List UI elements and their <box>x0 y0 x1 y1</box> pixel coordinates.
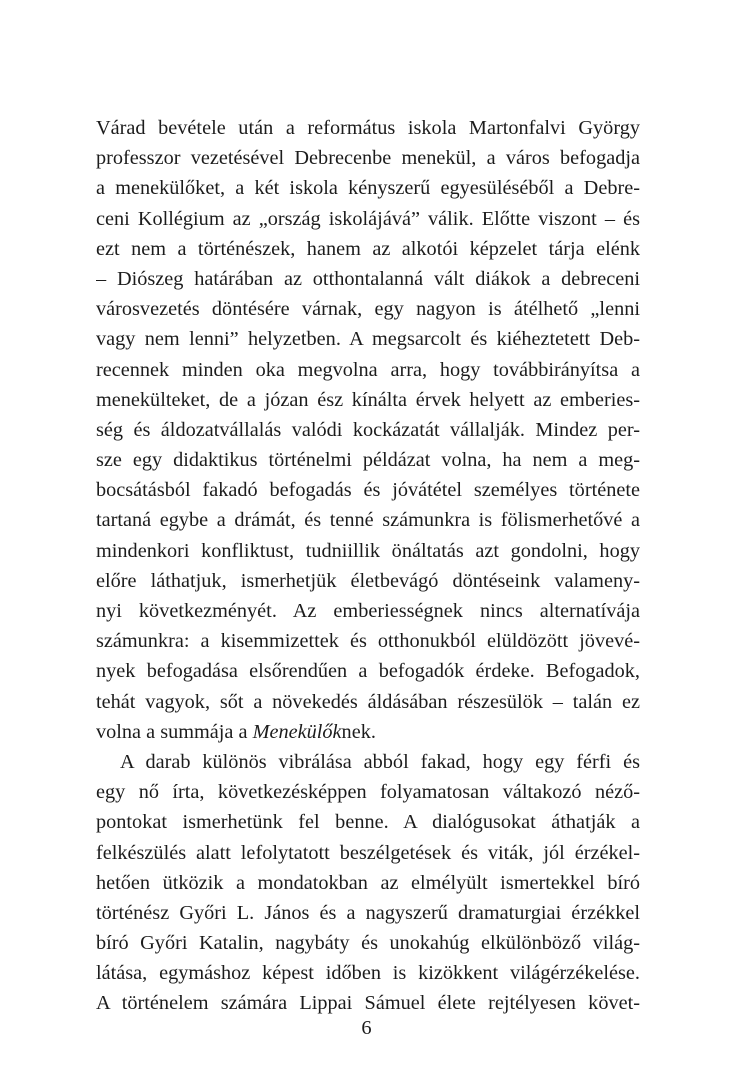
text-line: ség és áldozatvállalás valódi kockázatát vállalják. Mindez per- <box>96 418 640 441</box>
text-line: – Diószeg határában az otthontalanná vált diákok a debreceni <box>96 267 640 290</box>
text-run: volna a summája a <box>96 720 253 743</box>
text-line: bíró Győri Katalin, nagybáty és unokahúg elkülönböző világ- <box>96 932 640 955</box>
text-line: számunkra: a kisemmizettek és otthonukból elüldözött jövevé- <box>96 630 640 653</box>
text-line: menekülteket, de a józan ész kínálta érvek helyett az emberies- <box>96 388 640 411</box>
text-line: felkészülés alatt lefolytatott beszélgetések és viták, jól érzékel- <box>96 841 640 864</box>
text-line: professzor vezetésével Debrecenbe menekül, a város befogadja <box>96 147 640 170</box>
text-line: ceni Kollégium az „ország iskolájává” válik. Előtte viszont – és <box>96 207 640 230</box>
text-line: A történelem számára Lippai Sámuel élete rejtélyesen követ- <box>96 992 640 1015</box>
text-line: nyi következményét. Az emberiességnek nincs alternatívája <box>96 600 640 622</box>
text-line: a menekülőket, a két iskola kényszerű egyesüléséből a Debre- <box>96 177 640 200</box>
text-line-indented: A darab különös vibrálása abból fakad, hogy egy férfi és <box>120 750 640 773</box>
text-line: egy nő írta, következésképpen folyamatosan váltakozó néző- <box>96 781 640 804</box>
paragraph-2 <box>96 747 640 1019</box>
book-title-italic: Menekülők <box>252 720 342 743</box>
text-line: előre láthatjuk, ismerhetjük életbevágó döntéseink valameny- <box>96 569 640 592</box>
paragraph-1 <box>96 113 640 747</box>
text-line: városvezetés döntésére várnak, egy nagyon is átélhető „lenni <box>96 298 640 321</box>
text-line: tehát vagyok, sőt a növekedés áldásában részesülök – talán ez <box>96 690 640 713</box>
text-line: tartaná egybe a drámát, és tenné számunkra is fölismerhetővé a <box>96 509 640 532</box>
text-line: ezt nem a történészek, hanem az alkotói képzelet tárja elénk <box>96 237 640 260</box>
text-line: látása, egymáshoz képest időben is kizökkent világérzékelése. <box>96 962 640 985</box>
text-run: nek. <box>341 720 376 743</box>
text-line: mindenkori konfliktust, tudniillik önáltatás azt gondolni, hogy <box>96 539 640 562</box>
text-line: bocsátásból fakadó befogadás és jóvátétel személyes története <box>96 479 640 502</box>
text-line: recennek minden oka megvolna arra, hogy továbbirányítsa a <box>96 358 640 381</box>
text-line: vagy nem lenni” helyzetben. A megsarcolt és kiéheztetett Deb- <box>96 328 640 351</box>
text-line: sze egy didaktikus történelmi példázat volna, ha nem a meg- <box>96 449 640 472</box>
text-line: történész Győri L. János és a nagyszerű dramaturgiai érzékkel <box>96 901 640 924</box>
page-number: 6 <box>361 1017 372 1039</box>
text-line: hetően ütközik a mondatokban az elmélyült ismertekkel bíró <box>96 871 640 894</box>
text-line: nyek befogadása elsőrendűen a befogadók érdeke. Befogadok, <box>96 660 640 683</box>
text-line: pontokat ismerhetünk fel benne. A dialógusokat áthatják a <box>96 811 640 834</box>
text-line-last <box>96 717 640 747</box>
text-line: Várad bevétele után a református iskola Martonfalvi György <box>96 117 640 139</box>
body-text <box>96 113 640 1019</box>
